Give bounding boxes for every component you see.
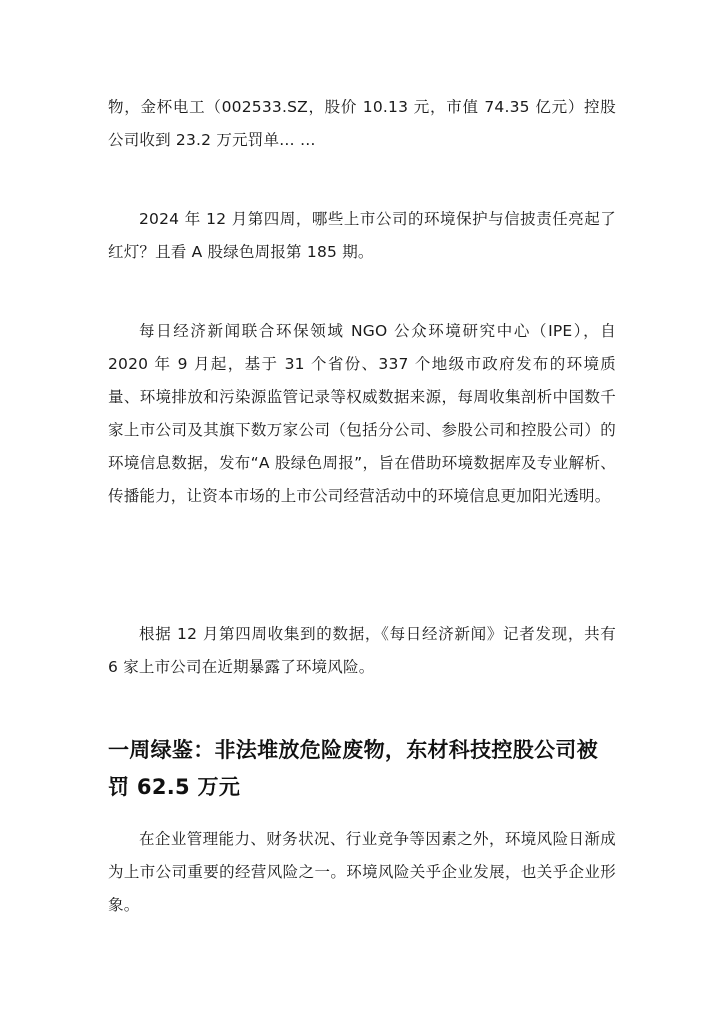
- paragraph-section-intro: 在企业管理能力、财务状况、行业竞争等因素之外，环境风险日渐成为上市公司重要的经营风险之一。环境风险关乎企业发展，也关乎企业形象。: [108, 830, 616, 914]
- paragraph-intro-fragment: 物，金杯电工（002533.SZ，股价 10.13 元，市值 74.35 亿元）控股公司收到 23.2 万元罚单… …: [108, 98, 616, 149]
- paragraph-findings: 根据 12 月第四周收集到的数据，《每日经济新闻》记者发现，共有 6 家上市公司在近期暴露了环境风险。: [108, 625, 616, 676]
- section-heading: 一周绿鉴：非法堆放危险废物，东材科技控股公司被罚 62.5 万元: [108, 738, 598, 799]
- paragraph-weekly-question: 2024 年 12 月第四周，哪些上市公司的环境保护与信披责任亮起了红灯？且看 A 股绿色周报第 185 期。: [108, 210, 616, 261]
- paragraph-methodology: 每日经济新闻联合环保领域 NGO 公众环境研究中心（IPE），自 2020 年 9 月起，基于 31 个省份、337 个地级市政府发布的环境质量、环境排放和污染源监管记录等权威数据来源，每周收集剖析中国数千家上市公司及其旗下数万家公司（包括分公司、参股公司和控股公司）的环境信息数据，发布“A 股绿色周报”，旨在借助环境数据库及专业解析、传播能力，让资本市场的上市公司经营活动中的环境信息更加阳光透明。: [108, 322, 616, 505]
